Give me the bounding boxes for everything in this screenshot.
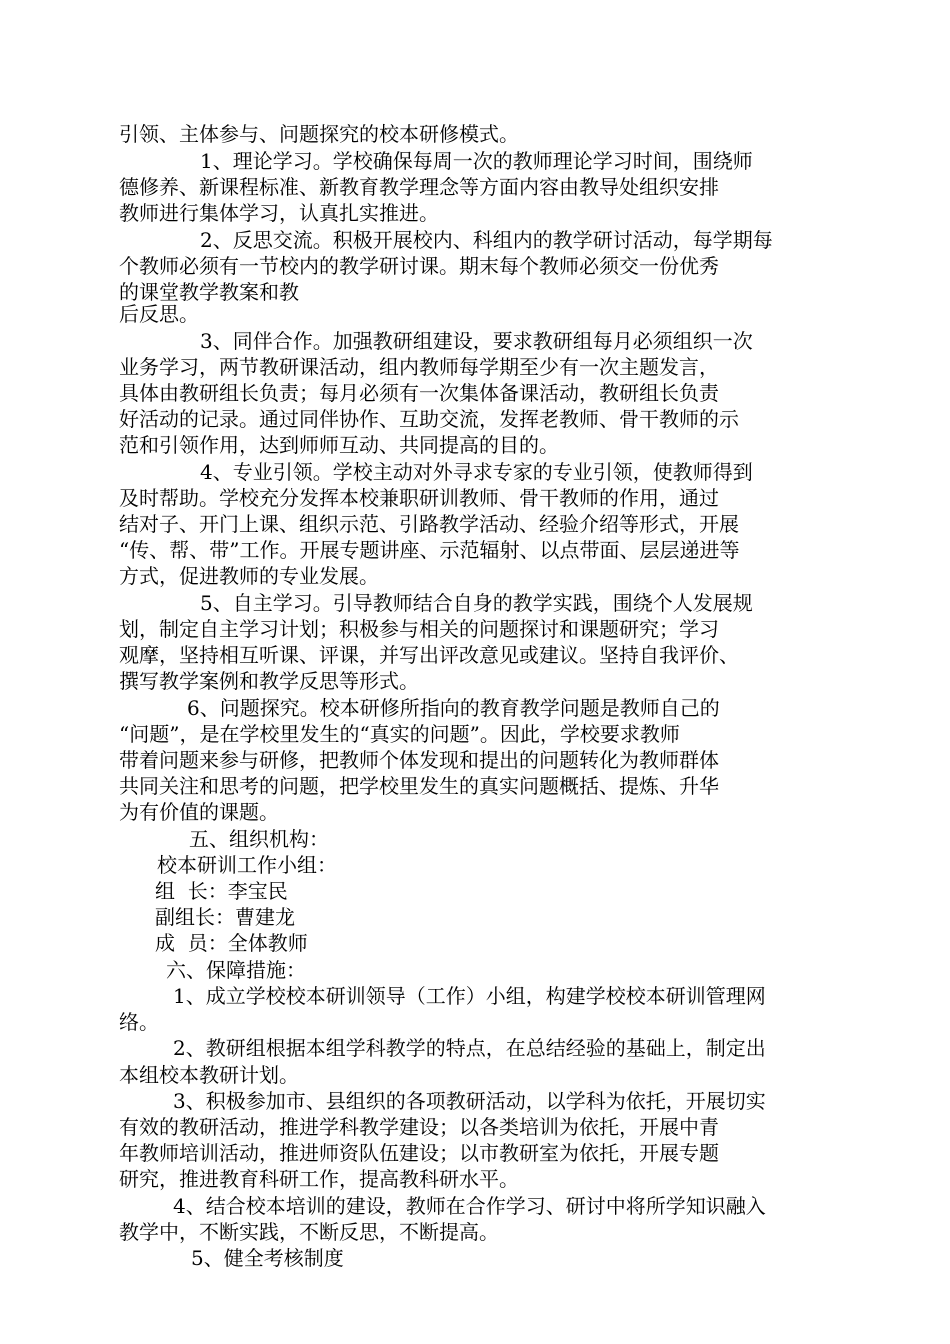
- text-line: 1、理论学习。学校确保每周一次的教师理论学习时间，围绕师: [200, 149, 753, 173]
- text-line: 5、健全考核制度: [191, 1246, 344, 1270]
- text-line: 3、积极参加市、县组织的各项教研活动，以学科为依托，开展切实: [173, 1089, 766, 1113]
- text-line: 4、专业引领。学校主动对外寻求专家的专业引领，使教师得到: [200, 460, 753, 484]
- text-line: 2、反思交流。积极开展校内、科组内的教学研讨活动，每学期每: [200, 228, 773, 252]
- section-heading: 五、组织机构：: [189, 827, 329, 851]
- text-line: 范和引领作用，达到师师互动、共同提高的目的。: [119, 433, 559, 457]
- text-line: 本组校本教研计划。: [119, 1063, 299, 1087]
- text-line: 有效的教研活动，推进学科教学建设；以各类培训为依托，开展中青: [119, 1115, 719, 1139]
- text-line: 成 员：全体教师: [155, 931, 308, 955]
- text-line: 具体由教研组长负责；每月必须有一次集体备课活动，教研组长负责: [119, 381, 719, 405]
- text-line: 年教师培训活动，推进师资队伍建设；以市教研室为依托，开展专题: [119, 1141, 719, 1165]
- text-line: 带着问题来参与研修，把教师个体发现和提出的问题转化为教师群体: [119, 748, 719, 772]
- text-line: 观摩，坚持相互听课、评课，并写出评改意见或建议。坚持自我评价、: [119, 643, 739, 667]
- text-line: 引领、主体参与、问题探究的校本研修模式。: [119, 122, 519, 146]
- text-line: 组 长：李宝民: [155, 879, 288, 903]
- text-line: 及时帮助。学校充分发挥本校兼职研训教师、骨干教师的作用，通过: [119, 486, 719, 510]
- text-line: 6、问题探究。校本研修所指向的教育教学问题是教师自己的: [187, 696, 720, 720]
- text-line: 个教师必须有一节校内的教学研讨课。期末每个教师必须交一份优秀: [119, 254, 719, 278]
- text-line: 副组长：曹建龙: [155, 905, 295, 929]
- text-line: 共同关注和思考的问题，把学校里发生的真实问题概括、提炼、升华: [119, 774, 719, 798]
- text-line: 德修养、新课程标准、新教育教学理念等方面内容由教导处组织安排: [119, 175, 719, 199]
- text-line: 2、教研组根据本组学科教学的特点，在总结经验的基础上，制定出: [173, 1036, 766, 1060]
- text-line: 的课堂教学教案和教: [119, 280, 299, 304]
- text-line: 5、自主学习。引导教师结合自身的教学实践，围绕个人发展规: [200, 591, 753, 615]
- text-line: 络。: [119, 1010, 159, 1034]
- text-line: 教学中，不断实践，不断反思，不断提高。: [119, 1220, 499, 1244]
- text-line: 业务学习，两节教研课活动，组内教师每学期至少有一次主题发言，: [119, 355, 719, 379]
- section-heading: 六、保障措施：: [166, 958, 306, 982]
- text-line: 后反思。: [119, 302, 199, 326]
- text-line: 结对子、开门上课、组织示范、引路教学活动、经验介绍等形式，开展: [119, 512, 739, 536]
- text-line: “问题”，是在学校里发生的“真实的问题”。因此，学校要求教师: [119, 722, 680, 746]
- text-line: 教师进行集体学习，认真扎实推进。: [119, 201, 439, 225]
- text-line: 3、同伴合作。加强教研组建设，要求教研组每月必须组织一次: [200, 329, 753, 353]
- text-line: “传、帮、带”工作。开展专题讲座、示范辐射、以点带面、层层递进等: [119, 538, 740, 562]
- text-line: 撰写教学案例和教学反思等形式。: [119, 669, 419, 693]
- text-line: 好活动的记录。通过同伴协作、互助交流，发挥老教师、骨干教师的示: [119, 407, 739, 431]
- text-line: 校本研训工作小组：: [157, 853, 337, 877]
- text-line: 研究，推进教育科研工作，提高教科研水平。: [119, 1167, 519, 1191]
- text-line: 4、结合校本培训的建设，教师在合作学习、研讨中将所学知识融入: [173, 1194, 766, 1218]
- text-line: 方式，促进教师的专业发展。: [119, 564, 379, 588]
- text-line: 为有价值的课题。: [119, 800, 279, 824]
- text-line: 1、成立学校校本研训领导（工作）小组，构建学校校本研训管理网: [173, 984, 766, 1008]
- text-line: 划，制定自主学习计划；积极参与相关的问题探讨和课题研究；学习: [119, 617, 719, 641]
